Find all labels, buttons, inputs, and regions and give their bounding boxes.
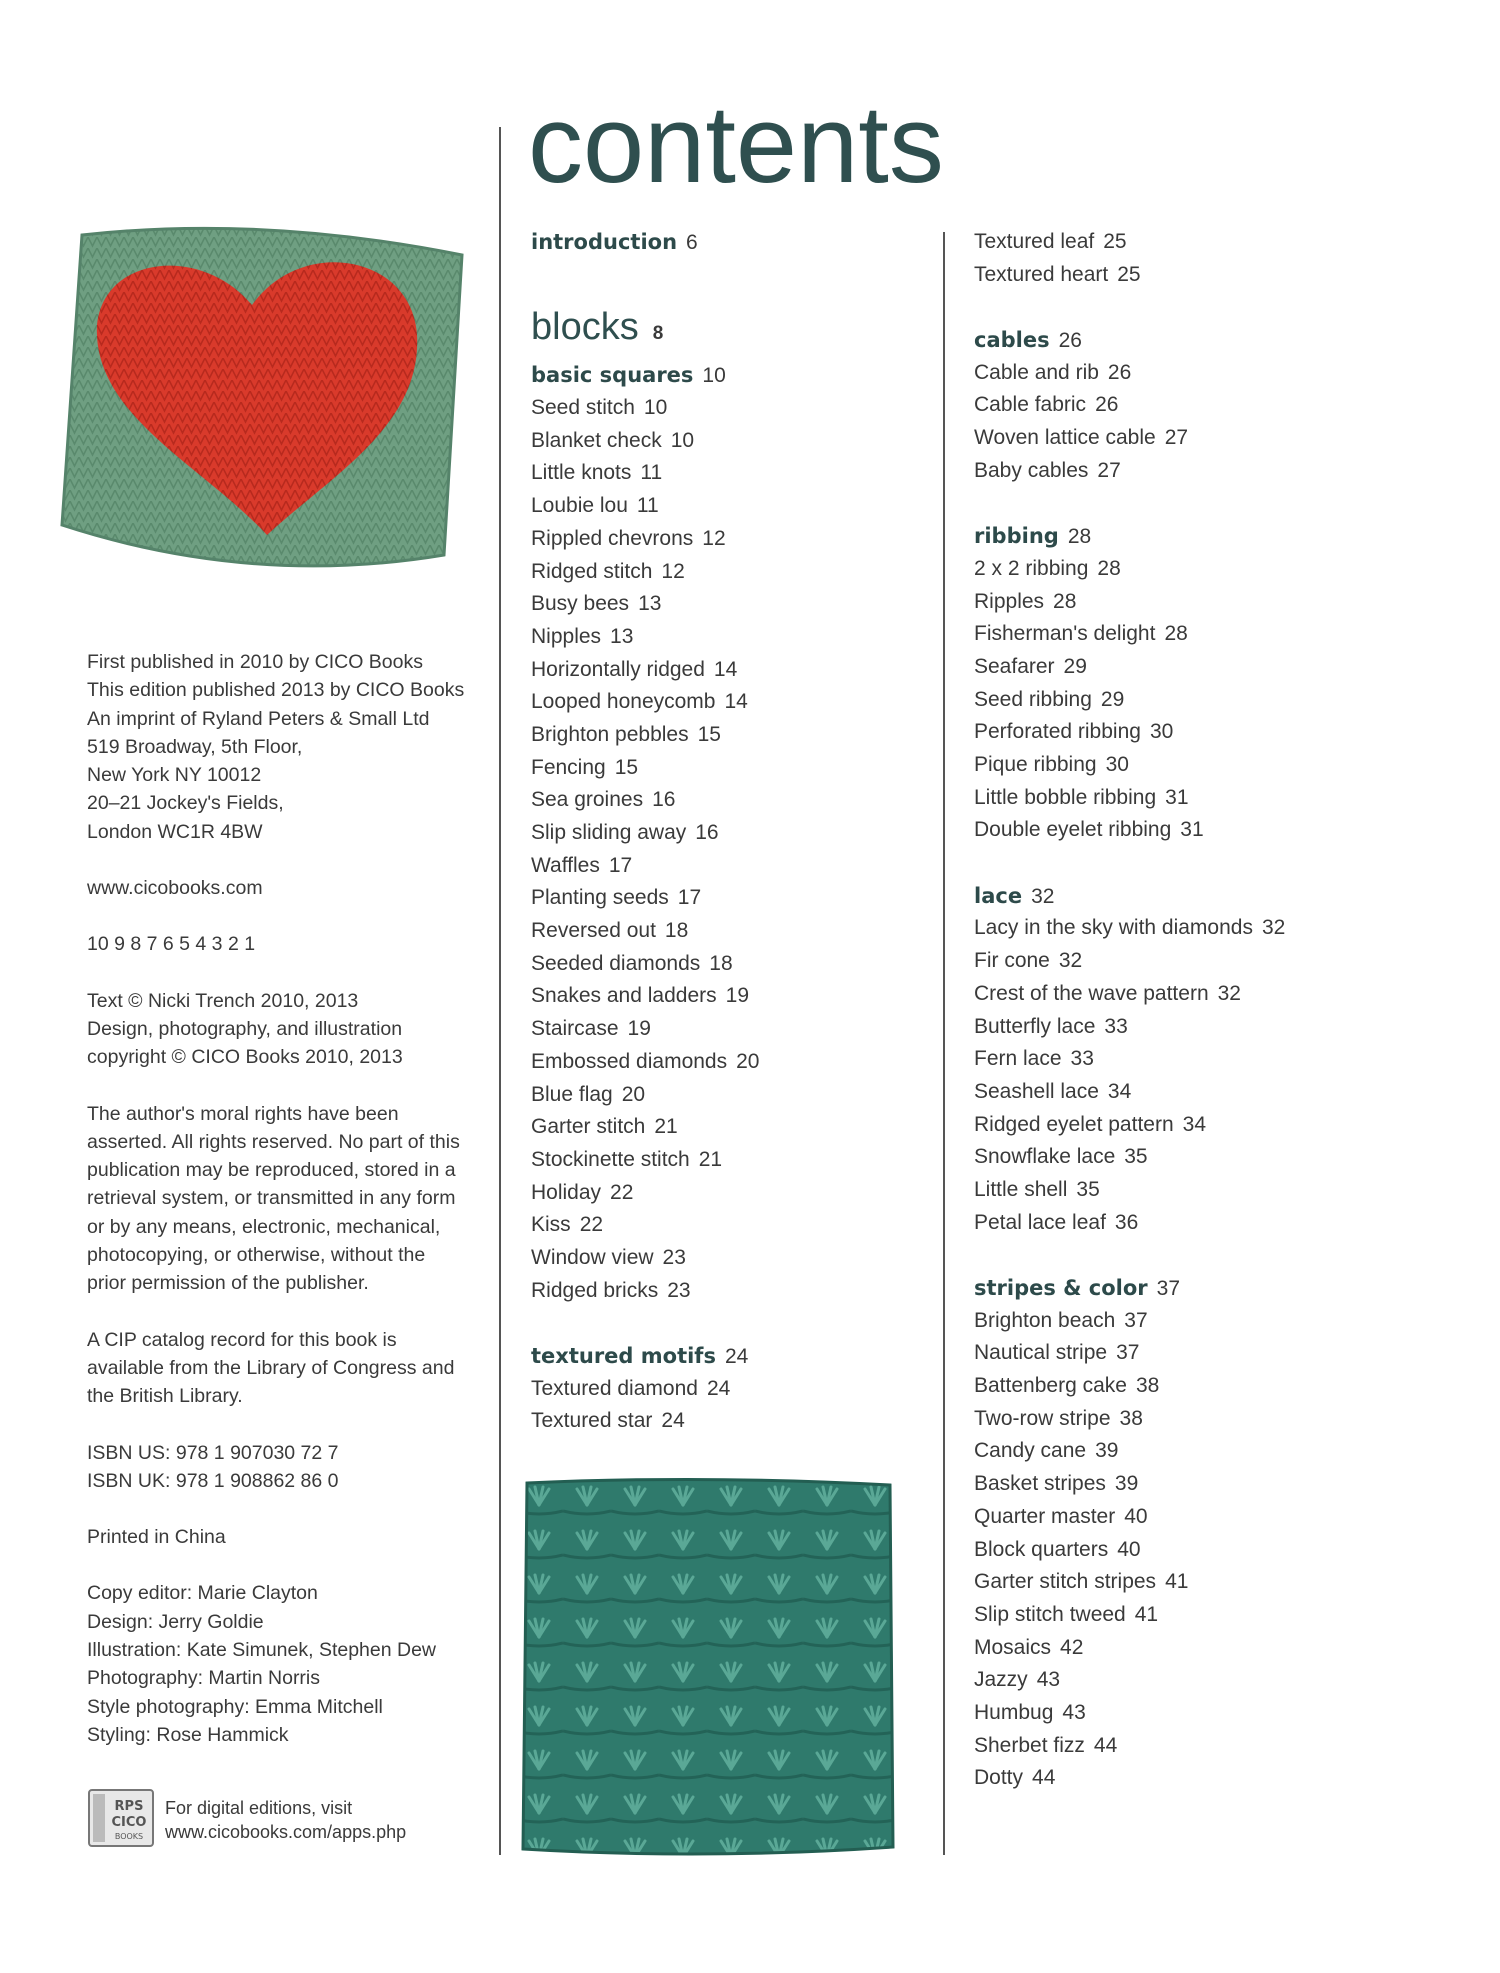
toc-page-number: 10 [643, 396, 668, 420]
toc-page-number: 39 [1114, 1472, 1139, 1496]
toc-page-number: 16 [695, 821, 719, 844]
toc-entry-block-quarters[interactable] [974, 1534, 1394, 1567]
toc-page-number: 29 [1100, 687, 1125, 711]
toc-page-number: 32 [1261, 916, 1286, 940]
digital-editions-note [87, 1788, 467, 1848]
credits-line: publication may be reproduced, stored in a [87, 1159, 456, 1182]
toc-entry-label: Seed stitch [531, 396, 635, 420]
toc-section-cables[interactable] [974, 324, 1394, 357]
toc-entry-candy-cane[interactable] [974, 1435, 1394, 1468]
toc-section-label: cables [974, 328, 1050, 353]
credits-paragraph [87, 1523, 482, 1551]
toc-entry-snowflake-lace[interactable] [974, 1141, 1394, 1174]
toc-entry-label: Reversed out [531, 919, 656, 943]
credits-line: A CIP catalog record for this book is [87, 1328, 397, 1351]
toc-page-number: 25 [1117, 262, 1141, 286]
toc-page-number: 19 [725, 984, 749, 1008]
toc-entry-label: Cable and rib [974, 360, 1099, 384]
credits-line: prior permission of the publisher. [87, 1272, 369, 1295]
toc-page-number: 38 [1135, 1374, 1160, 1398]
toc-entry-label: Butterfly lace [974, 1014, 1096, 1038]
toc-entry-label: 2 x 2 ribbing [974, 556, 1089, 580]
toc-entry-label: Woven lattice cable [974, 426, 1156, 450]
toc-page-number: 40 [1117, 1537, 1141, 1561]
toc-page-number: 29 [1063, 654, 1087, 678]
credits-line: First published in 2010 by CICO Books [87, 651, 423, 673]
toc-entry-staircase[interactable] [531, 1013, 931, 1046]
toc-entry-label: Sea groines [531, 788, 644, 812]
toc-page-number: 15 [697, 722, 721, 746]
toc-page-number: 35 [1124, 1145, 1148, 1169]
toc-entry-label: Embossed diamonds [531, 1049, 728, 1073]
toc-entry-label: Fir cone [974, 949, 1050, 973]
toc-entry-crest-of-the-wave-pattern[interactable] [974, 978, 1394, 1011]
toc-page-number: 28 [1067, 525, 1092, 549]
credits-line[interactable]: www.cicobooks.com [87, 877, 263, 900]
toc-entry-fern-lace[interactable] [974, 1043, 1394, 1076]
toc-entry-butterfly-lace[interactable] [974, 1011, 1394, 1044]
toc-entry-label: Mosaics [974, 1635, 1052, 1659]
toc-entry-fir-cone[interactable] [974, 945, 1394, 978]
toc-page-number: 44 [1032, 1766, 1056, 1790]
toc-entry-label: Ripples [974, 589, 1045, 613]
toc-entry-woven-lattice-cable[interactable] [974, 422, 1394, 455]
credits-line: This edition published 2013 by CICO Books [87, 679, 465, 702]
toc-entry-label: Looped honeycomb [531, 690, 716, 714]
toc-entry-horizontally-ridged[interactable] [531, 654, 931, 687]
toc-page-number: 23 [667, 1278, 691, 1302]
toc-page-number: 11 [636, 494, 659, 518]
toc-entry-ridged-bricks[interactable] [531, 1275, 931, 1308]
toc-page-number: 15 [614, 755, 639, 779]
credits-paragraph [87, 648, 482, 846]
toc-entry-looped-honeycomb[interactable] [531, 686, 931, 719]
credits-paragraph [87, 1439, 482, 1496]
toc-entry-textured-star[interactable] [531, 1405, 931, 1438]
credits-paragraph [87, 1579, 482, 1749]
toc-spacer [531, 1307, 931, 1340]
toc-page-number: 6 [686, 231, 698, 254]
toc-entry-nautical-stripe[interactable] [974, 1337, 1394, 1370]
toc-page-number: 30 [1105, 753, 1129, 776]
toc-entry-label: Dotty [974, 1766, 1024, 1790]
toc-page-number: 24 [706, 1376, 731, 1400]
toc-page-number: 21 [698, 1147, 723, 1171]
credits-line: Design, photography, and illustration [87, 1017, 403, 1040]
credits-line: Printed in China [87, 1526, 226, 1549]
toc-section-lace[interactable] [974, 880, 1394, 913]
toc-page-number: 43 [1036, 1668, 1061, 1692]
toc-entry-nipples[interactable] [531, 621, 931, 654]
toc-entry-label: Loubie lou [531, 494, 628, 518]
toc-page-number: 36 [1114, 1210, 1139, 1234]
toc-entry-label: Two-row stripe [974, 1406, 1111, 1430]
credits-line: Design: Jerry Goldie [87, 1610, 264, 1633]
toc-entry-label: Perforated ribbing [974, 720, 1141, 744]
toc-entry-label: Battenberg cake [974, 1374, 1127, 1398]
toc-entry-label: Horizontally ridged [531, 657, 705, 681]
toc-entry-label: Busy bees [531, 592, 630, 616]
toc-part-blocks[interactable] [531, 291, 931, 359]
column-divider-1 [499, 127, 501, 1855]
toc-page-number: 39 [1095, 1439, 1119, 1463]
toc-section-label: ribbing [974, 524, 1059, 549]
toc-entry-humbug[interactable] [974, 1697, 1394, 1730]
toc-page-number: 27 [1097, 458, 1121, 482]
toc-page-number: 41 [1165, 1570, 1189, 1594]
credits-line: 10 9 8 7 6 5 4 3 2 1 [87, 933, 256, 956]
toc-entry-label: Slip sliding away [531, 821, 687, 844]
toc-entry-fisherman-s-delight[interactable] [974, 618, 1394, 651]
toc-page-number: 37 [1156, 1277, 1181, 1300]
credits-line: retrieval system, or transmitted in any form [87, 1187, 456, 1210]
toc-entry-label: Brighton pebbles [531, 722, 689, 746]
toc-entry-label: Garter stitch [531, 1115, 646, 1139]
toc-page-number: 32 [1058, 949, 1083, 973]
toc-entry-mosaics[interactable] [974, 1632, 1394, 1665]
toc-entry-cable-and-rib[interactable] [974, 357, 1394, 390]
toc-entry-label: Basket stripes [974, 1472, 1106, 1496]
toc-entry-brighton-beach[interactable] [974, 1305, 1394, 1338]
toc-entry-label: Fencing [531, 755, 606, 779]
toc-page-number: 20 [736, 1049, 760, 1073]
toc-entry-label: Textured star [531, 1409, 653, 1433]
toc-entry-snakes-and-ladders[interactable] [531, 980, 931, 1013]
toc-entry-textured-heart[interactable] [974, 259, 1394, 292]
toc-entry-label: Blue flag [531, 1082, 613, 1106]
toc-spacer [974, 291, 1394, 324]
credits-line: available from the Library of Congress and [87, 1356, 455, 1379]
toc-entry-label: Waffles [531, 853, 600, 877]
toc-entry-label: Ridged eyelet pattern [974, 1112, 1174, 1136]
toc-entry-label: Seafarer [974, 654, 1055, 678]
credits-line: The author's moral rights have been [87, 1102, 399, 1125]
toc-page-number: 37 [1124, 1308, 1148, 1332]
toc-entry-label: Sherbet fizz [974, 1733, 1085, 1757]
toc-entry-label: Fern lace [974, 1047, 1062, 1071]
toc-entry-label: Staircase [531, 1017, 619, 1041]
toc-entry-garter-stitch-stripes[interactable] [974, 1566, 1394, 1599]
toc-section-stripes-color[interactable] [974, 1272, 1394, 1305]
toc-entry-textured-diamond[interactable] [531, 1373, 931, 1406]
toc-entry-label: Humbug [974, 1700, 1054, 1724]
svg-text:RPS: RPS [114, 1799, 144, 1814]
toc-entry-label: Seashell lace [974, 1079, 1099, 1103]
toc-entry-seafarer[interactable] [974, 651, 1394, 684]
toc-entry-waffles[interactable] [531, 850, 931, 883]
toc-entry-label: Quarter master [974, 1504, 1116, 1528]
toc-entry-label: Textured diamond [531, 1376, 698, 1400]
toc-page-number: 24 [724, 1345, 749, 1368]
toc-entry-label: Pique ribbing [974, 753, 1097, 776]
toc-entry-label: Window view [531, 1245, 654, 1269]
toc-entry-quarter-master[interactable] [974, 1501, 1394, 1534]
toc-entry-label: Brighton beach [974, 1308, 1116, 1332]
toc-page-number: 12 [661, 559, 685, 583]
toc-entry-ripples[interactable] [974, 586, 1394, 619]
toc-page-number: 13 [638, 592, 662, 616]
toc-entry-petal-lace-leaf[interactable] [974, 1207, 1394, 1240]
toc-entry-label: Rippled chevrons [531, 526, 694, 550]
stitch-swatch-photo [515, 1475, 900, 1860]
toc-entry-fencing[interactable] [531, 752, 931, 785]
toc-section-label: stripes & color [974, 1276, 1148, 1300]
toc-entry-two-row-stripe[interactable] [974, 1403, 1394, 1436]
toc-page-number: 35 [1076, 1177, 1100, 1201]
digital-editions-line1: For digital editions, visit [165, 1798, 353, 1818]
toc-page-number: 17 [608, 853, 633, 877]
toc-part-label: blocks [531, 306, 639, 349]
toc-page-number: 32 [1031, 884, 1055, 908]
toc-page-number: 17 [677, 886, 702, 910]
toc-page-number: 44 [1093, 1733, 1118, 1757]
toc-page-number: 13 [610, 624, 634, 648]
toc-section-ribbing[interactable] [974, 520, 1394, 553]
toc-entry-seed-ribbing[interactable] [974, 684, 1394, 717]
toc-page-number: 38 [1119, 1406, 1143, 1430]
credits-line: New York NY 10012 [87, 764, 262, 787]
toc-page-number: 27 [1164, 426, 1189, 450]
credits-paragraph [87, 987, 482, 1072]
toc-page-number: 26 [1095, 393, 1119, 417]
toc-section-label: textured motifs [531, 1344, 716, 1368]
toc-page-number: 37 [1116, 1341, 1140, 1365]
credits-block [87, 648, 482, 1777]
toc-entry-reversed-out[interactable] [531, 915, 931, 948]
toc-page-number: 11 [640, 461, 663, 485]
toc-entry-seeded-diamonds[interactable] [531, 948, 931, 981]
toc-spacer [531, 259, 931, 292]
toc-entry-label: Nipples [531, 624, 602, 648]
toc-column-middle [531, 226, 931, 1438]
toc-page-number: 26 [1058, 329, 1082, 353]
toc-section-basic-squares[interactable] [531, 359, 931, 392]
toc-page-number: 40 [1124, 1504, 1148, 1528]
toc-entry-label: Holiday [531, 1180, 602, 1204]
toc-entry-label: Stockinette stitch [531, 1147, 690, 1171]
credits-line: 519 Broadway, 5th Floor, [87, 735, 303, 758]
toc-page-number: 23 [662, 1245, 686, 1269]
toc-entry-label: Snowflake lace [974, 1145, 1116, 1169]
toc-page-number: 16 [652, 788, 676, 812]
toc-entry-label: Block quarters [974, 1537, 1109, 1561]
toc-entry-label: Seed ribbing [974, 687, 1092, 711]
toc-spacer [974, 1239, 1394, 1272]
column-divider-2 [943, 232, 945, 1855]
toc-section-introduction[interactable] [531, 226, 931, 259]
toc-entry-label: Lacy in the sky with diamonds [974, 916, 1253, 940]
toc-entry-seed-stitch[interactable] [531, 392, 931, 425]
toc-page-number: 14 [724, 690, 748, 714]
credits-line: ISBN US: 978 1 907030 72 7 [87, 1441, 339, 1464]
toc-entry-blanket-check[interactable] [531, 425, 931, 458]
toc-entry-kiss[interactable] [531, 1209, 931, 1242]
credits-line: or by any means, electronic, mechanical, [87, 1215, 441, 1238]
toc-entry-little-shell[interactable] [974, 1174, 1394, 1207]
toc-page-number: 33 [1104, 1014, 1128, 1038]
toc-page-number: 19 [627, 1017, 651, 1041]
toc-page-number: 34 [1107, 1079, 1132, 1103]
toc-page-number: 32 [1217, 981, 1241, 1005]
toc-entry-loubie-lou[interactable] [531, 490, 931, 523]
toc-entry-rippled-chevrons[interactable] [531, 523, 931, 556]
toc-entry-little-knots[interactable] [531, 457, 931, 490]
digital-editions-url[interactable]: www.cicobooks.com/apps.php [165, 1822, 407, 1842]
toc-entry-dotty[interactable] [974, 1762, 1394, 1795]
toc-entry-perforated-ribbing[interactable] [974, 716, 1394, 749]
toc-column-right [974, 226, 1394, 1795]
credits-paragraph [87, 1326, 482, 1411]
toc-entry-sherbet-fizz[interactable] [974, 1730, 1394, 1763]
credits-line: London WC1R 4BW [87, 820, 263, 843]
toc-page-number: 10 [702, 364, 726, 388]
credits-line: An imprint of Ryland Peters & Small Ltd [87, 707, 430, 730]
toc-entry-label: Snakes and ladders [531, 984, 717, 1008]
toc-entry-label: Planting seeds [531, 886, 669, 910]
page-title: contents [528, 83, 944, 206]
credits-paragraph [87, 930, 482, 958]
toc-entry-label: Crest of the wave pattern [974, 981, 1209, 1005]
toc-page-number: 31 [1180, 818, 1204, 842]
toc-entry-label: Textured leaf [974, 230, 1095, 253]
toc-page-number: 24 [661, 1409, 685, 1433]
toc-page-number: 14 [713, 657, 738, 681]
toc-entry-2-x-2-ribbing[interactable] [974, 553, 1394, 586]
heart-swatch-photo [52, 215, 472, 595]
toc-entry-label: Ridged bricks [531, 1278, 659, 1302]
toc-entry-label: Seeded diamonds [531, 951, 701, 975]
toc-entry-window-view[interactable] [531, 1242, 931, 1275]
toc-entry-label: Candy cane [974, 1439, 1087, 1463]
toc-page-number: 28 [1164, 622, 1188, 646]
credits-paragraph [87, 1100, 482, 1298]
toc-entry-label: Cable fabric [974, 393, 1087, 417]
toc-entry-basket-stripes[interactable] [974, 1468, 1394, 1501]
toc-page-number: 30 [1149, 720, 1174, 744]
toc-page-number: 26 [1107, 360, 1132, 384]
credits-line: asserted. All rights reserved. No part of this [87, 1130, 460, 1153]
toc-page-number: 22 [610, 1180, 634, 1204]
toc-entry-holiday[interactable] [531, 1177, 931, 1210]
toc-entry-embossed-diamonds[interactable] [531, 1046, 931, 1079]
toc-entry-label: Garter stitch stripes [974, 1570, 1157, 1594]
toc-section-label: lace [974, 883, 1023, 908]
toc-page-number: 21 [654, 1115, 678, 1139]
toc-entry-label: Ridged stitch [531, 559, 653, 583]
credits-line: Style photography: Emma Mitchell [87, 1695, 383, 1718]
toc-entry-label: Little shell [974, 1177, 1068, 1201]
credits-line: Copy editor: Marie Clayton [87, 1582, 318, 1605]
svg-text:BOOKS: BOOKS [114, 1832, 144, 1841]
toc-spacer [974, 847, 1394, 880]
toc-entry-label: Kiss [531, 1213, 571, 1237]
toc-entry-stockinette-stitch[interactable] [531, 1144, 931, 1177]
credits-line: photocopying, or otherwise, without the [87, 1244, 426, 1267]
toc-entry-label: Jazzy [974, 1668, 1028, 1692]
toc-entry-slip-stitch-tweed[interactable] [974, 1599, 1394, 1632]
credits-line: the British Library. [87, 1385, 243, 1408]
toc-entry-garter-stitch[interactable] [531, 1111, 931, 1144]
toc-page-number: 25 [1103, 230, 1127, 253]
toc-entry-battenberg-cake[interactable] [974, 1370, 1394, 1403]
toc-page-number: 12 [702, 526, 726, 550]
toc-entry-label: Slip stitch tweed [974, 1602, 1126, 1626]
credits-paragraph [87, 874, 482, 902]
toc-section-label: basic squares [531, 363, 694, 388]
toc-entry-jazzy[interactable] [974, 1664, 1394, 1697]
toc-page-number: 18 [664, 919, 689, 943]
credits-line: copyright © CICO Books 2010, 2013 [87, 1046, 403, 1069]
toc-page-number: 42 [1060, 1635, 1084, 1659]
toc-page-number: 41 [1134, 1602, 1159, 1626]
toc-page-number: 43 [1062, 1700, 1086, 1724]
toc-entry-double-eyelet-ribbing[interactable] [974, 814, 1394, 847]
toc-entry-baby-cables[interactable] [974, 455, 1394, 488]
svg-text:CICO: CICO [111, 1815, 147, 1830]
toc-entry-label: Little bobble ribbing [974, 785, 1157, 809]
toc-entry-label: Little knots [531, 461, 632, 485]
credits-line: Styling: Rose Hammick [87, 1723, 289, 1746]
toc-section-textured-motifs[interactable] [531, 1340, 931, 1373]
toc-section-label: introduction [531, 230, 678, 254]
credits-line: Illustration: Kate Simunek, Stephen Dew [87, 1639, 437, 1662]
toc-entry-label: Double eyelet ribbing [974, 818, 1172, 842]
toc-page-number: 28 [1053, 589, 1077, 613]
toc-entry-little-bobble-ribbing[interactable] [974, 782, 1394, 815]
toc-entry-label: Petal lace leaf [974, 1210, 1106, 1234]
credits-line: Text © Nicki Trench 2010, 2013 [87, 989, 359, 1012]
toc-page-number: 8 [652, 323, 664, 345]
toc-page-number: 18 [709, 951, 733, 975]
toc-page-number: 20 [621, 1082, 646, 1106]
toc-entry-label: Blanket check [531, 428, 662, 452]
toc-spacer [974, 488, 1394, 521]
toc-entry-sea-groines[interactable] [531, 784, 931, 817]
toc-page-number: 22 [579, 1213, 604, 1237]
toc-page-number: 28 [1097, 556, 1121, 580]
toc-entry-textured-leaf[interactable] [974, 226, 1394, 259]
toc-entry-label: Baby cables [974, 458, 1089, 482]
toc-page-number: 34 [1182, 1112, 1206, 1136]
toc-entry-seashell-lace[interactable] [974, 1076, 1394, 1109]
toc-entry-slip-sliding-away[interactable] [531, 817, 931, 850]
credits-line: ISBN UK: 978 1 908862 86 0 [87, 1469, 339, 1492]
toc-entry-label: Textured heart [974, 262, 1109, 286]
toc-page-number: 10 [670, 428, 695, 452]
toc-entry-brighton-pebbles[interactable] [531, 719, 931, 752]
toc-entry-label: Fisherman's delight [974, 622, 1156, 646]
credits-line: Photography: Martin Norris [87, 1667, 321, 1690]
toc-entry-busy-bees[interactable] [531, 588, 931, 621]
toc-entry-ridged-eyelet-pattern[interactable] [974, 1109, 1394, 1142]
toc-entry-lacy-in-the-sky-with-diamonds[interactable] [974, 912, 1394, 945]
toc-page-number: 33 [1070, 1047, 1094, 1071]
toc-entry-blue-flag[interactable] [531, 1079, 931, 1112]
toc-entry-planting-seeds[interactable] [531, 882, 931, 915]
toc-page-number: 31 [1165, 785, 1189, 809]
credits-line: 20–21 Jockey's Fields, [87, 792, 284, 815]
rps-cico-logo-icon [87, 1788, 155, 1848]
toc-entry-label: Nautical stripe [974, 1341, 1108, 1365]
toc-entry-cable-fabric[interactable] [974, 389, 1394, 422]
toc-entry-ridged-stitch[interactable] [531, 556, 931, 589]
toc-entry-pique-ribbing[interactable] [974, 749, 1394, 782]
